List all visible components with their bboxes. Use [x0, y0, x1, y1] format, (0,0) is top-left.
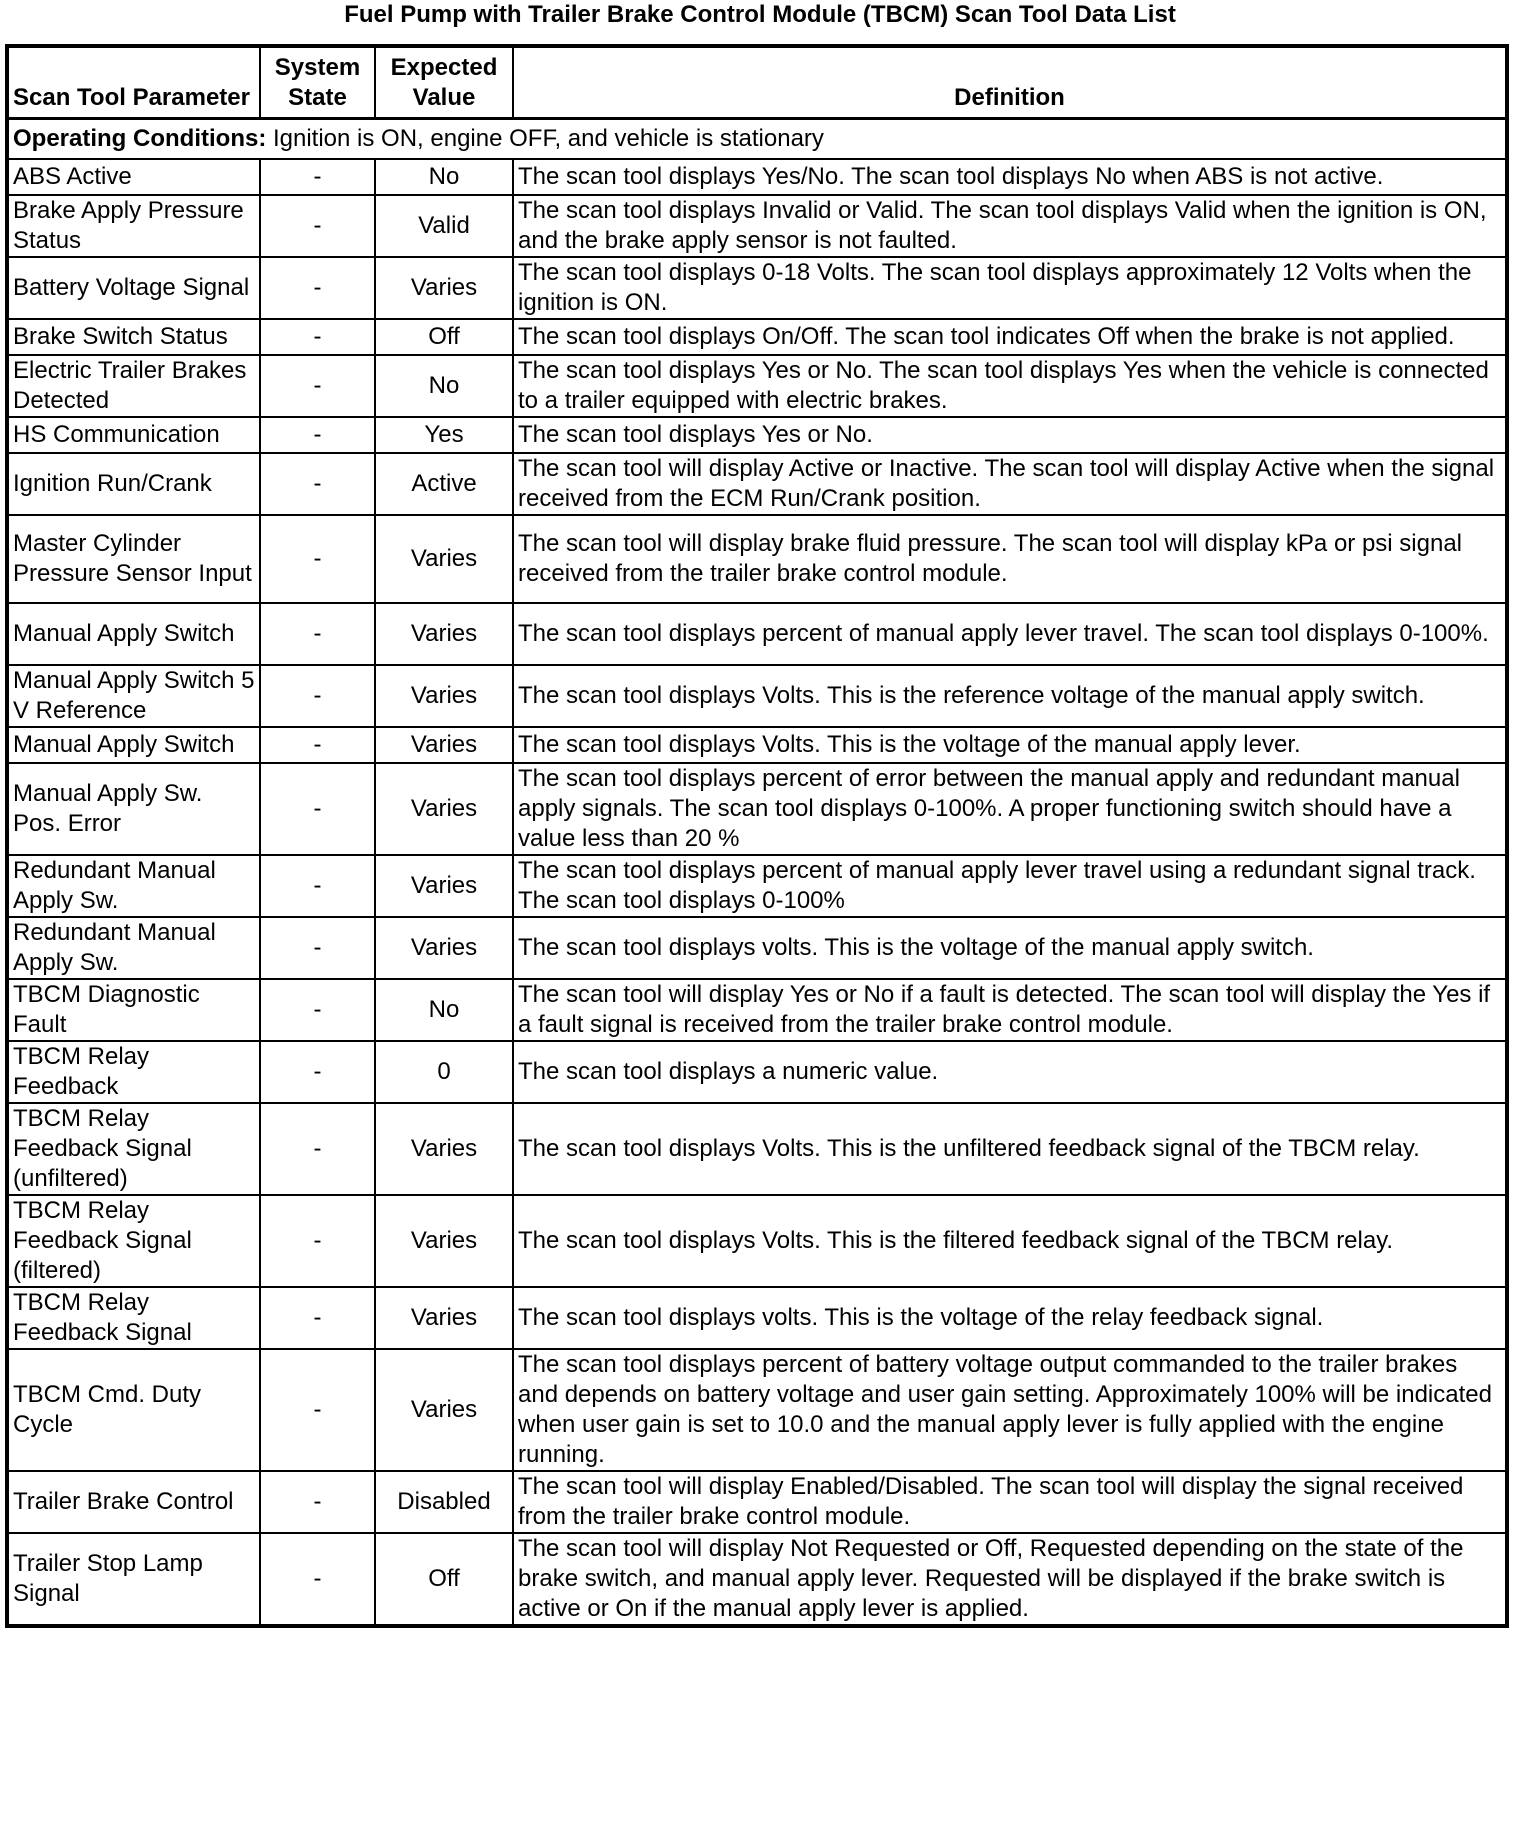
table-row	[7, 257, 1507, 319]
expected-value-cell: Varies	[375, 665, 513, 727]
system-state-cell: -	[260, 1349, 375, 1471]
header-definition: Definition	[513, 46, 1507, 118]
system-state-cell: -	[260, 763, 375, 855]
table-row	[7, 665, 1507, 727]
definition-cell: The scan tool displays On/Off. The scan tool indicates Off when the brake is not applied.	[513, 319, 1507, 355]
definition-cell: The scan tool displays Yes or No.	[513, 417, 1507, 453]
operating-conditions-label: Operating Conditions:	[13, 124, 267, 152]
definition-cell: The scan tool displays a numeric value.	[513, 1041, 1507, 1103]
system-state-cell: -	[260, 1471, 375, 1533]
operating-conditions	[7, 118, 1507, 159]
table-row	[7, 355, 1507, 417]
parameter-cell: TBCM Relay Feedback Signal (unfiltered)	[7, 1103, 260, 1195]
parameter-cell: Manual Apply Switch	[7, 727, 260, 763]
table-row	[7, 763, 1507, 855]
expected-value-cell: Varies	[375, 1103, 513, 1195]
table-row	[7, 603, 1507, 665]
expected-value-cell: Varies	[375, 917, 513, 979]
table-row	[7, 1041, 1507, 1103]
definition-cell: The scan tool will display brake fluid pressure. The scan tool will display kPa or psi signal received from the trailer brake control module.	[513, 515, 1507, 603]
system-state-cell: -	[260, 917, 375, 979]
table-row	[7, 727, 1507, 763]
definition-cell: The scan tool displays Yes/No. The scan tool displays No when ABS is not active.	[513, 159, 1507, 195]
definition-cell: The scan tool displays Yes or No. The scan tool displays Yes when the vehicle is connected to a trailer equipped with electric brakes.	[513, 355, 1507, 417]
table-row	[7, 979, 1507, 1041]
system-state-cell: -	[260, 195, 375, 257]
definition-cell: The scan tool displays Invalid or Valid. The scan tool displays Valid when the ignition is ON, and the brake apply sensor is not faulted.	[513, 195, 1507, 257]
definition-cell: The scan tool will display Yes or No if a fault is detected. The scan tool will display the Yes if a fault signal is received from the trailer brake control module.	[513, 979, 1507, 1041]
definition-cell: The scan tool displays Volts. This is the unfiltered feedback signal of the TBCM relay.	[513, 1103, 1507, 1195]
header-expected-value: Expected Value	[375, 46, 513, 118]
expected-value-cell: Active	[375, 453, 513, 515]
expected-value-cell: Yes	[375, 417, 513, 453]
expected-value-cell: Varies	[375, 1195, 513, 1287]
table-row	[7, 515, 1507, 603]
table-row	[7, 195, 1507, 257]
parameter-cell: Ignition Run/Crank	[7, 453, 260, 515]
expected-value-cell: Varies	[375, 257, 513, 319]
expected-value-cell: Off	[375, 1533, 513, 1626]
operating-conditions-text: Ignition is ON, engine OFF, and vehicle is stationary	[266, 124, 824, 152]
parameter-cell: Brake Apply Pressure Status	[7, 195, 260, 257]
parameter-cell: Battery Voltage Signal	[7, 257, 260, 319]
expected-value-cell: 0	[375, 1041, 513, 1103]
system-state-cell: -	[260, 855, 375, 917]
expected-value-cell: No	[375, 979, 513, 1041]
parameter-cell: Redundant Manual Apply Sw.	[7, 855, 260, 917]
expected-value-cell: Varies	[375, 1349, 513, 1471]
parameter-cell: Trailer Stop Lamp Signal	[7, 1533, 260, 1626]
table-row	[7, 1471, 1507, 1533]
system-state-cell: -	[260, 159, 375, 195]
definition-cell: The scan tool will display Enabled/Disabled. The scan tool will display the signal received from the trailer brake control module.	[513, 1471, 1507, 1533]
table-row	[7, 1349, 1507, 1471]
parameter-cell: Manual Apply Sw. Pos. Error	[7, 763, 260, 855]
expected-value-cell: No	[375, 159, 513, 195]
definition-cell: The scan tool displays Volts. This is the reference voltage of the manual apply switch.	[513, 665, 1507, 727]
definition-cell: The scan tool displays percent of manual apply lever travel. The scan tool displays 0-100%.	[513, 603, 1507, 665]
system-state-cell: -	[260, 515, 375, 603]
expected-value-cell: Off	[375, 319, 513, 355]
table-row	[7, 1103, 1507, 1195]
parameter-cell: Manual Apply Switch 5 V Reference	[7, 665, 260, 727]
parameter-cell: Brake Switch Status	[7, 319, 260, 355]
system-state-cell: -	[260, 257, 375, 319]
system-state-cell: -	[260, 1103, 375, 1195]
expected-value-cell: Varies	[375, 855, 513, 917]
table-row	[7, 159, 1507, 195]
definition-cell: The scan tool displays percent of error between the manual apply and redundant manual apply signals. The scan tool displays 0-100%. A proper functioning switch should have a value less than 20 %	[513, 763, 1507, 855]
definition-cell: The scan tool displays 0-18 Volts. The scan tool displays approximately 12 Volts when the ignition is ON.	[513, 257, 1507, 319]
definition-cell: The scan tool will display Active or Inactive. The scan tool will display Active when the signal received from the ECM Run/Crank position.	[513, 453, 1507, 515]
expected-value-cell: Disabled	[375, 1471, 513, 1533]
definition-cell: The scan tool displays Volts. This is the filtered feedback signal of the TBCM relay.	[513, 1195, 1507, 1287]
definition-cell: The scan tool displays Volts. This is the voltage of the manual apply lever.	[513, 727, 1507, 763]
table-row	[7, 917, 1507, 979]
parameter-cell: TBCM Relay Feedback Signal	[7, 1287, 260, 1349]
page-title: Fuel Pump with Trailer Brake Control Module (TBCM) Scan Tool Data List	[344, 1, 1176, 28]
definition-cell: The scan tool displays percent of manual apply lever travel using a redundant signal track. The scan tool displays 0-100%	[513, 855, 1507, 917]
expected-value-cell: Varies	[375, 727, 513, 763]
system-state-cell: -	[260, 417, 375, 453]
table-header-row	[7, 46, 1507, 118]
expected-value-cell: Valid	[375, 195, 513, 257]
system-state-cell: -	[260, 727, 375, 763]
parameter-cell: TBCM Cmd. Duty Cycle	[7, 1349, 260, 1471]
operating-conditions-row	[7, 118, 1507, 159]
table-row	[7, 1533, 1507, 1626]
parameter-cell: TBCM Diagnostic Fault	[7, 979, 260, 1041]
parameter-cell: Trailer Brake Control	[7, 1471, 260, 1533]
system-state-cell: -	[260, 319, 375, 355]
table-row	[7, 1287, 1507, 1349]
table-row	[7, 855, 1507, 917]
parameter-cell: Redundant Manual Apply Sw.	[7, 917, 260, 979]
parameter-cell: Electric Trailer Brakes Detected	[7, 355, 260, 417]
parameter-cell: HS Communication	[7, 417, 260, 453]
table-row	[7, 319, 1507, 355]
expected-value-cell: Varies	[375, 515, 513, 603]
system-state-cell: -	[260, 665, 375, 727]
system-state-cell: -	[260, 1041, 375, 1103]
header-system-state: System State	[260, 46, 375, 118]
scan-tool-data-table	[5, 44, 1509, 1628]
system-state-cell: -	[260, 1533, 375, 1626]
expected-value-cell: Varies	[375, 763, 513, 855]
expected-value-cell: No	[375, 355, 513, 417]
expected-value-cell: Varies	[375, 1287, 513, 1349]
system-state-cell: -	[260, 453, 375, 515]
system-state-cell: -	[260, 603, 375, 665]
parameter-cell: TBCM Relay Feedback Signal (filtered)	[7, 1195, 260, 1287]
system-state-cell: -	[260, 1195, 375, 1287]
table-row	[7, 1195, 1507, 1287]
table-row	[7, 417, 1507, 453]
system-state-cell: -	[260, 979, 375, 1041]
header-parameter: Scan Tool Parameter	[7, 46, 260, 118]
definition-cell: The scan tool displays percent of battery voltage output commanded to the trailer brakes and depends on battery voltage and user gain setting. Approximately 100% will be indicated when user gain is set to 10.0 and the manual apply lever is fully applied with the engine running.	[513, 1349, 1507, 1471]
parameter-cell: Master Cylinder Pressure Sensor Input	[7, 515, 260, 603]
definition-cell: The scan tool displays volts. This is the voltage of the relay feedback signal.	[513, 1287, 1507, 1349]
expected-value-cell: Varies	[375, 603, 513, 665]
definition-cell: The scan tool will display Not Requested or Off, Requested depending on the state of the brake switch, and manual apply lever. Requested will be displayed if the brake switch is active or On if the manual apply lever is applied.	[513, 1533, 1507, 1626]
parameter-cell: TBCM Relay Feedback	[7, 1041, 260, 1103]
parameter-cell: ABS Active	[7, 159, 260, 195]
system-state-cell: -	[260, 1287, 375, 1349]
parameter-cell: Manual Apply Switch	[7, 603, 260, 665]
definition-cell: The scan tool displays volts. This is the voltage of the manual apply switch.	[513, 917, 1507, 979]
table-row	[7, 453, 1507, 515]
system-state-cell: -	[260, 355, 375, 417]
